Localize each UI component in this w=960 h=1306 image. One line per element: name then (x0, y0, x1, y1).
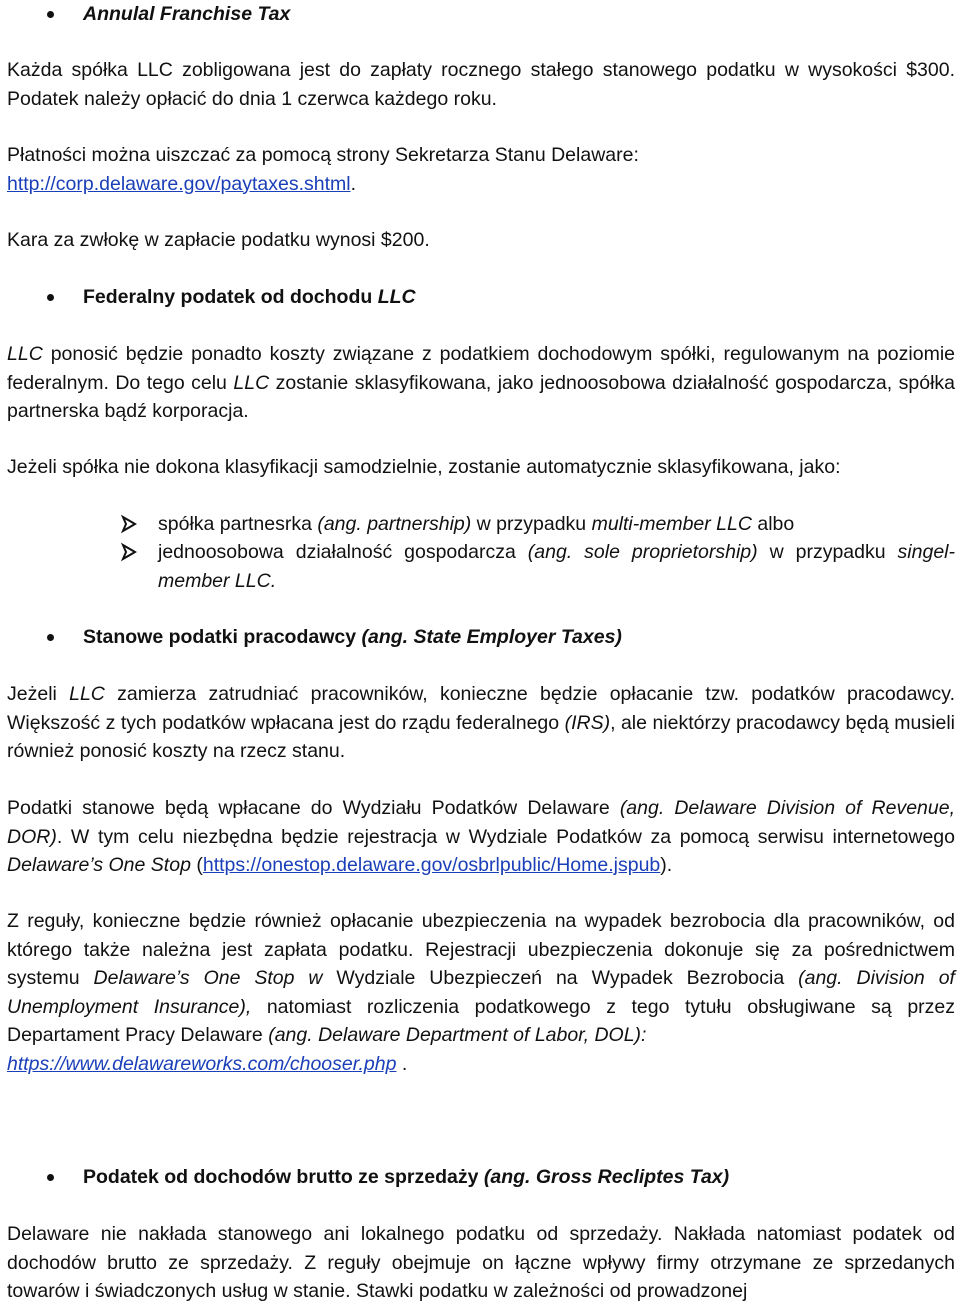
text-part-italic: (IRS) (564, 711, 611, 734)
payment-text: Płatności można uiszczać za pomocą strony Sekretarza Stanu Delaware: (7, 144, 639, 166)
text-part-italic: (ang. Delaware Department of Labor, DOL): (268, 1024, 647, 1046)
paytaxes-link[interactable]: http://corp.delaware.gov/paytaxes.shtml (7, 172, 351, 195)
text-part: . W tym celu niezbędna będzie rejestracja w Wydziale Podatków za pomocą serwisu internetowego (56, 825, 955, 848)
heading-text: Annulal Franchise Tax (83, 3, 291, 25)
heading-part-italic: (ang. Gross Recliptes Tax) (483, 1166, 730, 1188)
payment-period: . (350, 172, 357, 195)
heading-part: Stanowe podatki pracodawcy (83, 626, 362, 648)
paragraph-employer-taxes (7, 680, 955, 766)
text-part: spółka partnesrka (158, 513, 318, 535)
bullet-icon (47, 1174, 54, 1181)
paragraph-state-registration (7, 794, 955, 880)
heading-part-italic: (ang. State Employer Taxes) (361, 626, 622, 648)
text-part-italic: singel-member LLC. (158, 541, 955, 592)
paragraph-franchise-tax-amount: Każda spółka LLC zobligowana jest do zapłaty rocznego stałego stanowego podatku w wysokości $300. Podatek należy opłacić do dnia 1 czerwca każdego roku. (7, 59, 955, 110)
text-part: w przypadku (471, 513, 592, 535)
text-part-italic: (ang. Delaware Division of Revenue, DOR) (7, 797, 955, 848)
text-part: w przypadku (757, 541, 898, 563)
text-part: albo (751, 513, 795, 535)
paragraph-auto-classification: Jeżeli spółka nie dokona klasyfikacji samodzielnie, zostanie automatycznie sklasyfikowana, jako: (7, 456, 841, 478)
text-part-italic: Delaware’s One Stop (7, 854, 191, 876)
text-part: , ale niektórzy pracodawcy będą musieli również ponosić koszty na rzecz stanu. (7, 711, 955, 762)
text-part: Z reguły, konieczne będzie również opłacanie ubezpieczenia na wypadek bezrobocia dla pracowników, od którego także należna jest zapłata podatku. Rejestracji ubezpieczenia dokonuje się za pośrednictwem systemu (7, 910, 955, 989)
text-part-italic: (ang. Division of Unemployment Insurance), (7, 967, 955, 1018)
bullet-icon (47, 634, 54, 641)
text-part-italic: Delaware’s One Stop w (93, 967, 323, 989)
heading-part-italic: LLC (377, 286, 416, 308)
arrow-bullet-icon (120, 538, 140, 566)
text-part-italic: (ang. sole proprietorship) (527, 541, 758, 563)
llc-term: LLC (7, 343, 43, 365)
list-item-text (158, 510, 955, 539)
text-part: Jeżeli (7, 683, 70, 705)
text-part-italic: multi-member LLC (591, 513, 752, 535)
heading-part: Podatek od dochodów brutto ze sprzedaży (83, 1166, 484, 1188)
text-part: Wydziale Ubezpieczeń na Wypadek Bezrobocia (322, 967, 799, 989)
heading-part: Federalny podatek od dochodu (83, 286, 378, 308)
text-part: Podatki stanowe będą wpłacane do Wydziału Podatków Delaware (7, 797, 620, 819)
delawareworks-link[interactable]: https://www.delawareworks.com/chooser.php (7, 1052, 397, 1075)
bullet-icon (47, 294, 54, 301)
llc-term: LLC (69, 683, 105, 705)
paragraph-payment-info (7, 141, 955, 198)
text-part: jednoosobowa działalność gospodarcza (158, 541, 528, 563)
text-part: ). (660, 854, 673, 876)
heading-text (83, 1163, 729, 1191)
bullet-icon (47, 11, 54, 18)
text-part: zostanie sklasyfikowana, jako jednoosobowa działalność gospodarcza, spółka partnerska bądź korporacja. (7, 371, 956, 422)
heading-text (83, 283, 416, 311)
heading-text (83, 623, 622, 651)
text-part: zamierza zatrudniać pracowników, konieczne będzie opłacanie tzw. podatków pracodawcy. Większość z tych podatków wpłacana jest do rządu federalnego (7, 683, 955, 734)
llc-term: LLC (233, 371, 270, 394)
text-part: natomiast rozliczenia podatkowego z tego tytułu obsługiwane są przez Departament Pracy Delaware (7, 995, 956, 1046)
onestop-link[interactable]: https://onestop.delaware.gov/osbrlpublic/Home.jspub (202, 854, 661, 876)
paragraph-federal-classification (7, 340, 955, 426)
text-part: . (396, 1052, 408, 1075)
text-part: ( (190, 854, 203, 876)
paragraph-late-penalty: Kara za zwłokę w zapłacie podatku wynosi $200. (7, 229, 430, 251)
paragraph-gross-receipts: Delaware nie nakłada stanowego ani lokalnego podatku od sprzedaży. Nakłada natomiast podatek od dochodów brutto ze sprzedaży. Z reguły obejmuje on łączne wpływy firmy otrzymane ze sprzedanych towarów i świadczonych usług w stanie. Stawki podatku w zależności od prowadzonej (7, 1223, 955, 1302)
list-item-text (158, 538, 955, 595)
text-part: ponosić będzie ponadto koszty związane z podatkiem dochodowym spółki, regulowanym na poziomie federalnym. Do tego celu (7, 343, 955, 394)
text-part-italic: (ang. partnership) (317, 513, 472, 535)
arrow-bullet-icon (120, 510, 140, 538)
paragraph-unemployment-insurance (7, 907, 955, 1078)
